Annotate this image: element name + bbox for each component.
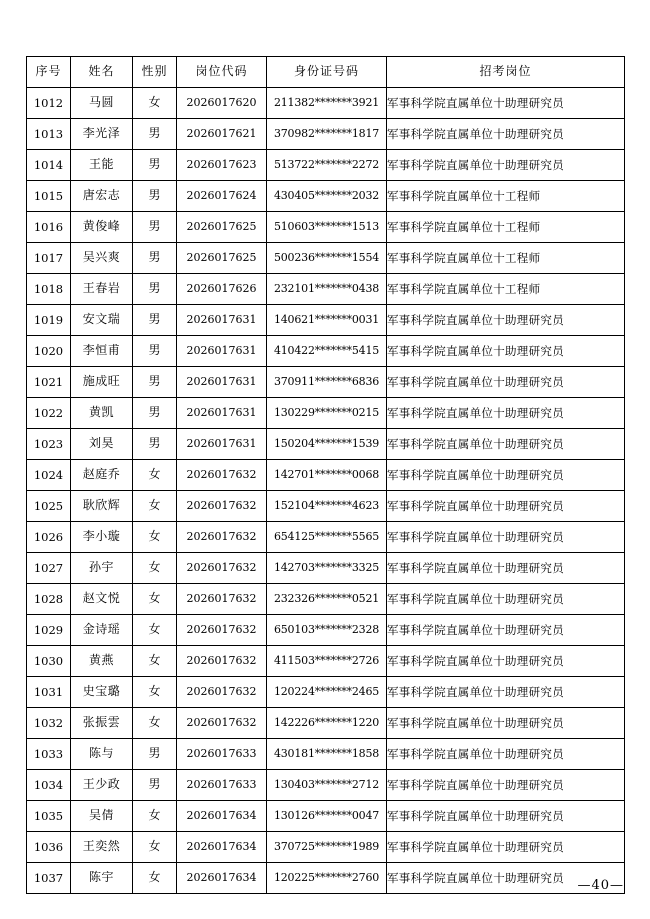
cell-position: 军事科学院直属单位十助理研究员 xyxy=(387,367,625,398)
cell-id-number: 500236*******1554 xyxy=(267,243,387,274)
cell-position: 军事科学院直属单位十助理研究员 xyxy=(387,429,625,460)
cell-sex: 女 xyxy=(133,832,177,863)
cell-id-number: 370982*******1817 xyxy=(267,119,387,150)
column-header-id-number: 身份证号码 xyxy=(267,57,387,88)
table-row xyxy=(27,243,625,274)
cell-position: 军事科学院直属单位十助理研究员 xyxy=(387,491,625,522)
cell-sex: 女 xyxy=(133,553,177,584)
cell-post-code: 2026017632 xyxy=(177,553,267,584)
cell-position: 军事科学院直属单位十助理研究员 xyxy=(387,460,625,491)
cell-name: 黄燕 xyxy=(71,646,133,677)
cell-position: 军事科学院直属单位十助理研究员 xyxy=(387,119,625,150)
cell-seq: 1012 xyxy=(27,88,71,119)
cell-position: 军事科学院直属单位十工程师 xyxy=(387,181,625,212)
cell-seq: 1019 xyxy=(27,305,71,336)
cell-id-number: 142226*******1220 xyxy=(267,708,387,739)
table-row xyxy=(27,150,625,181)
cell-id-number: 130403*******2712 xyxy=(267,770,387,801)
cell-post-code: 2026017632 xyxy=(177,708,267,739)
cell-name: 李光泽 xyxy=(71,119,133,150)
cell-name: 施成旺 xyxy=(71,367,133,398)
cell-name: 唐宏志 xyxy=(71,181,133,212)
cell-id-number: 142703*******3325 xyxy=(267,553,387,584)
cell-sex: 女 xyxy=(133,88,177,119)
cell-id-number: 370911*******6836 xyxy=(267,367,387,398)
table-row xyxy=(27,770,625,801)
cell-name: 赵文悦 xyxy=(71,584,133,615)
cell-sex: 女 xyxy=(133,801,177,832)
table-row xyxy=(27,212,625,243)
cell-position: 军事科学院直属单位十工程师 xyxy=(387,274,625,305)
cell-post-code: 2026017631 xyxy=(177,398,267,429)
cell-post-code: 2026017624 xyxy=(177,181,267,212)
cell-seq: 1013 xyxy=(27,119,71,150)
cell-seq: 1020 xyxy=(27,336,71,367)
table-row xyxy=(27,708,625,739)
cell-name: 陈宇 xyxy=(71,863,133,894)
cell-seq: 1022 xyxy=(27,398,71,429)
cell-sex: 男 xyxy=(133,274,177,305)
cell-post-code: 2026017632 xyxy=(177,522,267,553)
cell-seq: 1030 xyxy=(27,646,71,677)
cell-post-code: 2026017631 xyxy=(177,367,267,398)
cell-id-number: 654125*******5565 xyxy=(267,522,387,553)
cell-seq: 1017 xyxy=(27,243,71,274)
table-row xyxy=(27,181,625,212)
cell-seq: 1029 xyxy=(27,615,71,646)
table-row xyxy=(27,553,625,584)
cell-post-code: 2026017634 xyxy=(177,801,267,832)
table-row xyxy=(27,460,625,491)
cell-id-number: 370725*******1989 xyxy=(267,832,387,863)
table-row xyxy=(27,677,625,708)
cell-position: 军事科学院直属单位十助理研究员 xyxy=(387,336,625,367)
cell-id-number: 650103*******2328 xyxy=(267,615,387,646)
cell-name: 黄凯 xyxy=(71,398,133,429)
cell-post-code: 2026017632 xyxy=(177,677,267,708)
cell-id-number: 130229*******0215 xyxy=(267,398,387,429)
cell-position: 军事科学院直属单位十助理研究员 xyxy=(387,584,625,615)
cell-post-code: 2026017632 xyxy=(177,646,267,677)
cell-sex: 男 xyxy=(133,305,177,336)
cell-name: 王少政 xyxy=(71,770,133,801)
cell-post-code: 2026017633 xyxy=(177,739,267,770)
cell-id-number: 430181*******1858 xyxy=(267,739,387,770)
cell-post-code: 2026017634 xyxy=(177,832,267,863)
cell-seq: 1037 xyxy=(27,863,71,894)
cell-id-number: 430405*******2032 xyxy=(267,181,387,212)
cell-sex: 男 xyxy=(133,119,177,150)
cell-sex: 男 xyxy=(133,429,177,460)
table-row xyxy=(27,615,625,646)
table-row xyxy=(27,491,625,522)
table-row xyxy=(27,801,625,832)
cell-seq: 1025 xyxy=(27,491,71,522)
cell-position: 军事科学院直属单位十助理研究员 xyxy=(387,863,625,894)
cell-name: 黄俊峰 xyxy=(71,212,133,243)
cell-position: 军事科学院直属单位十助理研究员 xyxy=(387,646,625,677)
cell-name: 安文瑞 xyxy=(71,305,133,336)
cell-sex: 男 xyxy=(133,770,177,801)
cell-name: 吴兴爽 xyxy=(71,243,133,274)
cell-id-number: 510603*******1513 xyxy=(267,212,387,243)
table-header-row xyxy=(27,57,625,88)
cell-seq: 1035 xyxy=(27,801,71,832)
table-row xyxy=(27,367,625,398)
cell-post-code: 2026017632 xyxy=(177,491,267,522)
table-row xyxy=(27,119,625,150)
cell-id-number: 411503*******2726 xyxy=(267,646,387,677)
cell-name: 马圆 xyxy=(71,88,133,119)
cell-name: 金诗瑶 xyxy=(71,615,133,646)
cell-post-code: 2026017632 xyxy=(177,615,267,646)
cell-post-code: 2026017632 xyxy=(177,460,267,491)
cell-id-number: 410422*******5415 xyxy=(267,336,387,367)
cell-sex: 男 xyxy=(133,398,177,429)
column-header-post-code: 岗位代码 xyxy=(177,57,267,88)
cell-name: 王奕然 xyxy=(71,832,133,863)
cell-position: 军事科学院直属单位十助理研究员 xyxy=(387,522,625,553)
cell-post-code: 2026017625 xyxy=(177,243,267,274)
cell-id-number: 152104*******4623 xyxy=(267,491,387,522)
cell-seq: 1036 xyxy=(27,832,71,863)
cell-post-code: 2026017631 xyxy=(177,305,267,336)
cell-seq: 1023 xyxy=(27,429,71,460)
cell-name: 史宝璐 xyxy=(71,677,133,708)
cell-id-number: 130126*******0047 xyxy=(267,801,387,832)
cell-seq: 1028 xyxy=(27,584,71,615)
cell-sex: 男 xyxy=(133,212,177,243)
cell-sex: 女 xyxy=(133,615,177,646)
cell-post-code: 2026017625 xyxy=(177,212,267,243)
table-row xyxy=(27,429,625,460)
cell-seq: 1021 xyxy=(27,367,71,398)
cell-position: 军事科学院直属单位十助理研究员 xyxy=(387,801,625,832)
cell-sex: 女 xyxy=(133,522,177,553)
cell-position: 军事科学院直属单位十助理研究员 xyxy=(387,88,625,119)
cell-name: 张振雲 xyxy=(71,708,133,739)
cell-id-number: 150204*******1539 xyxy=(267,429,387,460)
cell-position: 军事科学院直属单位十助理研究员 xyxy=(387,677,625,708)
column-header-name: 姓名 xyxy=(71,57,133,88)
table-row xyxy=(27,305,625,336)
cell-post-code: 2026017631 xyxy=(177,429,267,460)
cell-seq: 1015 xyxy=(27,181,71,212)
table-row xyxy=(27,336,625,367)
cell-sex: 女 xyxy=(133,677,177,708)
column-header-seq: 序号 xyxy=(27,57,71,88)
cell-sex: 女 xyxy=(133,863,177,894)
cell-seq: 1034 xyxy=(27,770,71,801)
cell-sex: 女 xyxy=(133,584,177,615)
table-row xyxy=(27,646,625,677)
cell-position: 军事科学院直属单位十助理研究员 xyxy=(387,305,625,336)
cell-position: 军事科学院直属单位十助理研究员 xyxy=(387,553,625,584)
table-header xyxy=(27,57,625,88)
cell-position: 军事科学院直属单位十助理研究员 xyxy=(387,739,625,770)
page-number: —40— xyxy=(577,878,624,893)
cell-name: 赵庭乔 xyxy=(71,460,133,491)
cell-id-number: 142701*******0068 xyxy=(267,460,387,491)
cell-name: 李恒甫 xyxy=(71,336,133,367)
cell-name: 陈与 xyxy=(71,739,133,770)
cell-sex: 女 xyxy=(133,646,177,677)
cell-seq: 1032 xyxy=(27,708,71,739)
cell-post-code: 2026017621 xyxy=(177,119,267,150)
cell-position: 军事科学院直属单位十助理研究员 xyxy=(387,708,625,739)
table-row xyxy=(27,522,625,553)
cell-sex: 女 xyxy=(133,491,177,522)
cell-id-number: 120224*******2465 xyxy=(267,677,387,708)
cell-sex: 女 xyxy=(133,708,177,739)
cell-name: 李小璇 xyxy=(71,522,133,553)
table-row xyxy=(27,88,625,119)
cell-name: 吴倩 xyxy=(71,801,133,832)
cell-seq: 1027 xyxy=(27,553,71,584)
table-row xyxy=(27,584,625,615)
cell-id-number: 120225*******2760 xyxy=(267,863,387,894)
cell-post-code: 2026017631 xyxy=(177,336,267,367)
cell-position: 军事科学院直属单位十助理研究员 xyxy=(387,615,625,646)
cell-position: 军事科学院直属单位十助理研究员 xyxy=(387,398,625,429)
cell-seq: 1016 xyxy=(27,212,71,243)
column-header-sex: 性别 xyxy=(133,57,177,88)
cell-seq: 1026 xyxy=(27,522,71,553)
cell-name: 孙宇 xyxy=(71,553,133,584)
cell-name: 王春岩 xyxy=(71,274,133,305)
table-row xyxy=(27,739,625,770)
cell-sex: 男 xyxy=(133,367,177,398)
cell-seq: 1014 xyxy=(27,150,71,181)
cell-position: 军事科学院直属单位十工程师 xyxy=(387,243,625,274)
table-row xyxy=(27,832,625,863)
column-header-position: 招考岗位 xyxy=(387,57,625,88)
cell-sex: 男 xyxy=(133,336,177,367)
cell-name: 王能 xyxy=(71,150,133,181)
cell-sex: 男 xyxy=(133,739,177,770)
cell-id-number: 513722*******2272 xyxy=(267,150,387,181)
applicant-roster-table xyxy=(26,56,625,894)
cell-position: 军事科学院直属单位十工程师 xyxy=(387,212,625,243)
cell-post-code: 2026017626 xyxy=(177,274,267,305)
cell-post-code: 2026017633 xyxy=(177,770,267,801)
cell-id-number: 211382*******3921 xyxy=(267,88,387,119)
cell-seq: 1024 xyxy=(27,460,71,491)
cell-sex: 男 xyxy=(133,181,177,212)
cell-position: 军事科学院直属单位十助理研究员 xyxy=(387,832,625,863)
cell-post-code: 2026017623 xyxy=(177,150,267,181)
cell-post-code: 2026017620 xyxy=(177,88,267,119)
cell-id-number: 140621*******0031 xyxy=(267,305,387,336)
cell-position: 军事科学院直属单位十助理研究员 xyxy=(387,770,625,801)
table-body xyxy=(27,88,625,894)
cell-post-code: 2026017634 xyxy=(177,863,267,894)
cell-sex: 男 xyxy=(133,243,177,274)
cell-id-number: 232101*******0438 xyxy=(267,274,387,305)
cell-sex: 男 xyxy=(133,150,177,181)
cell-name: 刘昊 xyxy=(71,429,133,460)
table-row xyxy=(27,398,625,429)
cell-position: 军事科学院直属单位十助理研究员 xyxy=(387,150,625,181)
cell-seq: 1033 xyxy=(27,739,71,770)
cell-seq: 1018 xyxy=(27,274,71,305)
cell-post-code: 2026017632 xyxy=(177,584,267,615)
cell-name: 耿欣辉 xyxy=(71,491,133,522)
cell-seq: 1031 xyxy=(27,677,71,708)
cell-id-number: 232326*******0521 xyxy=(267,584,387,615)
table-row xyxy=(27,863,625,894)
table-row xyxy=(27,274,625,305)
cell-sex: 女 xyxy=(133,460,177,491)
